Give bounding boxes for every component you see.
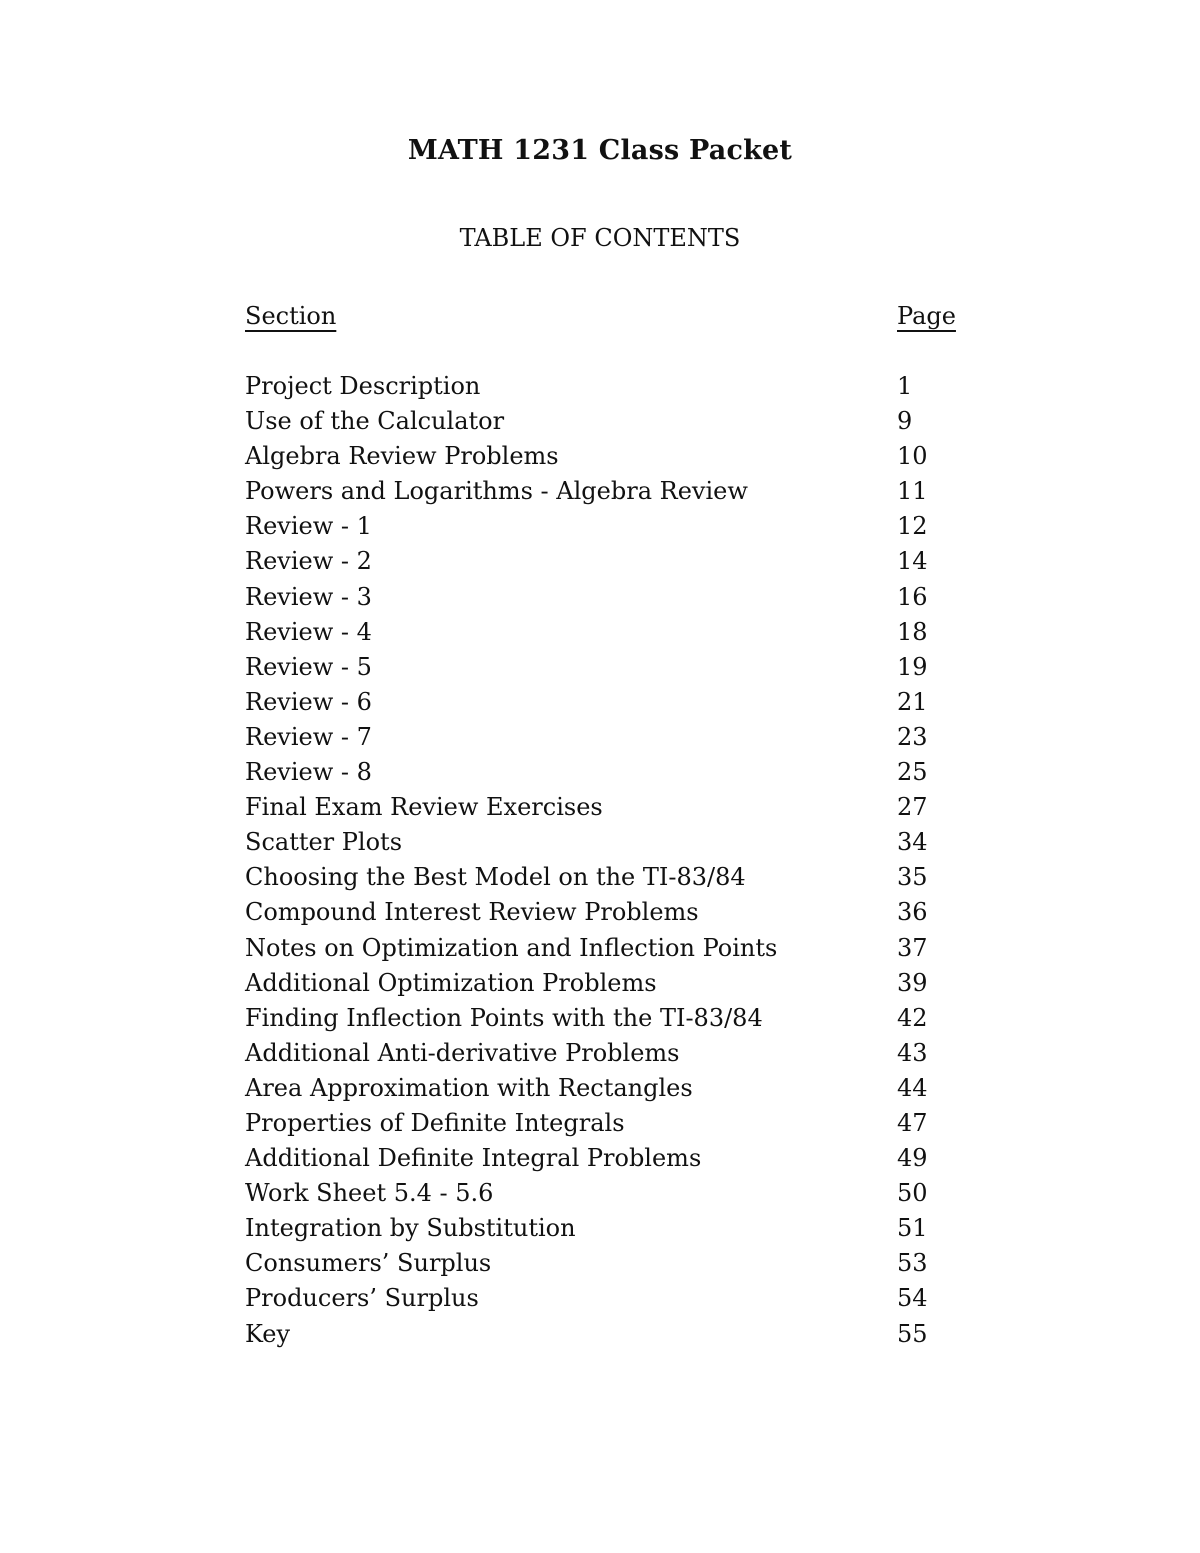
- toc-entry-page: 19: [897, 652, 928, 681]
- toc-entry-page: 47: [897, 1108, 928, 1137]
- toc-entry-section: Producers’ Surplus: [245, 1284, 479, 1313]
- toc-entry-section: Notes on Optimization and Inflection Points: [245, 933, 778, 962]
- toc-entry-page: 27: [897, 793, 928, 822]
- toc-entry-section: Key: [245, 1319, 291, 1348]
- toc-entry: [245, 509, 1005, 544]
- toc-entry: [245, 931, 1005, 966]
- toc-entry-section: Review - 4: [245, 617, 372, 646]
- toc-entry: [245, 474, 1005, 509]
- toc-entry-section: Additional Optimization Problems: [245, 968, 657, 997]
- toc-entry: [245, 544, 1005, 579]
- toc-entry-section: Finding Inflection Points with the TI-83/84: [245, 1003, 763, 1032]
- toc-entry: [245, 580, 1005, 615]
- toc-entry-page: 50: [897, 1179, 928, 1208]
- toc-entry: [245, 1106, 1005, 1141]
- toc-entry-page: 11: [897, 477, 928, 506]
- toc-entry: [245, 895, 1005, 930]
- toc-entry-section: Additional Definite Integral Problems: [245, 1144, 702, 1173]
- toc-entry-page: 25: [897, 758, 928, 787]
- toc-entry-page: 1: [897, 372, 913, 400]
- toc-entry-page: 34: [897, 828, 928, 857]
- section-column-header: Section: [245, 302, 337, 330]
- toc-entry: [245, 1211, 1005, 1246]
- toc-entry-section: Consumers’ Surplus: [245, 1249, 492, 1278]
- toc-entry-page: 35: [897, 863, 928, 892]
- toc-entry: [245, 1317, 1005, 1352]
- toc-entry-section: Review - 2: [245, 547, 372, 576]
- toc-entry-section: Review - 3: [245, 582, 372, 611]
- toc-entry: [245, 825, 1005, 860]
- toc-entry-page: 44: [897, 1073, 928, 1102]
- toc-entry: [245, 755, 1005, 790]
- toc-entry: [245, 369, 1005, 404]
- toc-entry-section: Compound Interest Review Problems: [245, 898, 699, 927]
- toc-entry-section: Integration by Substitution: [245, 1214, 576, 1243]
- toc-entry-section: Properties of Definite Integrals: [245, 1108, 625, 1137]
- toc-entry-section: Choosing the Best Model on the TI-83/84: [245, 863, 746, 892]
- toc-entry-section: Review - 5: [245, 652, 372, 681]
- toc-entry-page: 49: [897, 1144, 928, 1173]
- toc-entry: [245, 1176, 1005, 1211]
- toc-entry-section: Use of the Calculator: [245, 407, 505, 436]
- toc-entry-page: 53: [897, 1249, 928, 1278]
- toc-entry: [245, 439, 1005, 474]
- toc-entry-page: 21: [897, 687, 928, 716]
- toc-entry: [245, 615, 1005, 650]
- toc-entry-section: Review - 1: [245, 512, 372, 541]
- toc-entry: [245, 1281, 1005, 1316]
- toc-entry-section: Review - 8: [245, 758, 372, 787]
- toc-entry-page: 36: [897, 898, 928, 927]
- toc-entry-section: Review - 6: [245, 687, 372, 716]
- toc-entry-section: Work Sheet 5.4 - 5.6: [245, 1179, 494, 1208]
- toc-entry: [245, 720, 1005, 755]
- toc-entry: [245, 1246, 1005, 1281]
- toc-entry-section: Algebra Review Problems: [245, 442, 559, 471]
- toc-entry-page: 39: [897, 968, 928, 997]
- toc-entry: [245, 404, 1005, 439]
- toc-entry: [245, 966, 1005, 1001]
- toc-entry: [245, 1141, 1005, 1176]
- toc-entry-page: 51: [897, 1214, 928, 1243]
- toc-entry: [245, 685, 1005, 720]
- toc-entry-page: 54: [897, 1284, 928, 1313]
- toc-entry: [245, 1001, 1005, 1036]
- toc-entry-section: Additional Anti-derivative Problems: [245, 1038, 680, 1067]
- toc-entry-section: Review - 7: [245, 722, 372, 751]
- toc-entry-page: 37: [897, 933, 928, 962]
- toc-entry-page: 14: [897, 547, 928, 576]
- toc-entry-page: 9: [897, 407, 913, 436]
- toc-entry: [245, 1036, 1005, 1071]
- toc-entry-page: 55: [897, 1319, 928, 1348]
- toc-entry-section: Final Exam Review Exercises: [245, 793, 603, 822]
- document-title: MATH 1231 Class Packet: [407, 135, 793, 166]
- toc-entry-page: 18: [897, 617, 928, 646]
- toc-entry-section: Scatter Plots: [245, 828, 403, 857]
- toc-entry-section: Area Approximation with Rectangles: [245, 1073, 693, 1102]
- toc-entry-page: 43: [897, 1038, 928, 1067]
- toc-entry: [245, 650, 1005, 685]
- toc-entry-page: 10: [897, 442, 928, 471]
- toc-entry: [245, 1071, 1005, 1106]
- toc-entry: [245, 860, 1005, 895]
- page-column-header: Page: [897, 302, 956, 330]
- toc-entry: [245, 790, 1005, 825]
- toc-entry-section: Project Description: [245, 372, 481, 400]
- toc-entry-page: 16: [897, 582, 928, 611]
- toc-entry-page: 42: [897, 1003, 928, 1032]
- toc-entry-page: 12: [897, 512, 928, 541]
- table-of-contents-heading: TABLE OF CONTENTS: [459, 224, 741, 252]
- toc-entry-page: 23: [897, 722, 928, 751]
- toc-entry-section: Powers and Logarithms - Algebra Review: [245, 477, 748, 506]
- toc-list: [245, 369, 1005, 1352]
